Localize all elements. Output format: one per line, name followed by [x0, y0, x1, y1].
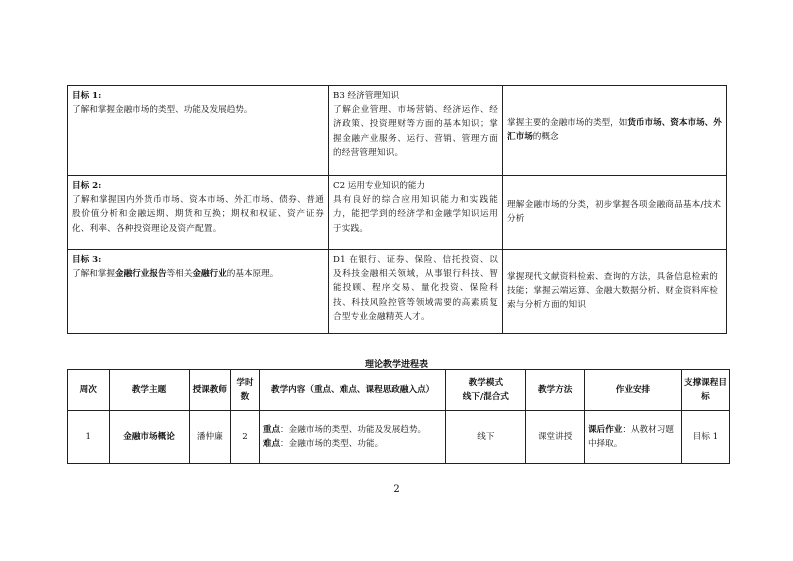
support-text: 理解金融市场的分类，初步掌握各项金融商品基本/技术分析: [507, 199, 722, 224]
schedule-table: [67, 369, 730, 464]
cell-topic: 金融市场概论: [109, 411, 189, 464]
goal-text-part: 了解和掌握: [72, 269, 115, 280]
requirement-text: D1 在银行、证券、保险、信托投资、以及科技金融相关领域，从事银行科技、智能投顾、程序交易、量化投资、保险科技、科技风险控管等领域需要的高素质复合型专业金融精英人才。: [333, 255, 498, 322]
key-point-label: 重点: [262, 425, 281, 435]
support-text: 掌握现代文献资料检索、查询的方法，具备信息检索的技能；掌握云端运算、金融大数据分析、财金资料库检索与分析方面的知识: [507, 271, 719, 311]
table-row: [68, 176, 727, 250]
goal-cell: [68, 176, 329, 250]
header-week: 周次: [68, 370, 110, 411]
header-mode: [446, 370, 526, 411]
goal-text-part: 等相关: [166, 269, 193, 280]
requirement-title: B3 经济管理知识: [333, 91, 400, 101]
cell-week: 1: [68, 411, 110, 464]
header-topic: 教学主题: [109, 370, 189, 411]
table-row: [68, 411, 730, 464]
support-cell: [503, 176, 727, 250]
header-mode-line2: 线下/混合式: [462, 392, 509, 402]
support-text: 掌握主要的金融市场的类型，如: [507, 117, 628, 128]
cell-teacher: 潘仲廉: [189, 411, 231, 464]
goal-text-part: 的基本原理。: [226, 269, 279, 280]
goal-text-bold: 金融行业: [192, 269, 227, 280]
goal-cell: [68, 86, 329, 176]
support-cell: [503, 86, 727, 176]
schedule-caption: 理论教学进程表: [364, 360, 428, 370]
page-number: 2: [393, 484, 400, 495]
header-mode-line1: 教学模式: [468, 378, 504, 388]
header-hours: 学时数: [231, 370, 260, 411]
header-teacher: 授课教师: [189, 370, 231, 411]
assignment-text: ：从教材习题中择取。: [587, 425, 674, 449]
cell-hours: 2: [231, 411, 260, 464]
requirement-title: C2 运用专业知识的能力: [333, 181, 426, 191]
header-assignment: 作业安排: [584, 370, 681, 411]
goal-cell: [68, 250, 329, 334]
goal-title: 目标 1:: [72, 91, 102, 101]
cell-content: [259, 411, 446, 464]
cell-method: 课堂讲授: [526, 411, 585, 464]
cell-mode: 线下: [446, 411, 526, 464]
header-row: [68, 370, 730, 411]
support-text-suffix: 的概念: [532, 132, 559, 142]
requirement-cell: [329, 86, 503, 176]
header-target: 支撑课程目标: [681, 370, 729, 411]
cell-target: 目标 1: [681, 411, 729, 464]
goal-title: 目标 2:: [72, 181, 102, 191]
requirement-text: 了解企业管理、市场营销、经济运作、经济政策、投资理财等方面的基本知识；掌握金融产业服务、运行、营销、管理方面的经营管理知识。: [333, 105, 498, 158]
requirement-cell: [329, 176, 503, 250]
cell-assignment: [584, 411, 681, 464]
goal-text-bold: 金融行业报告: [114, 269, 167, 280]
requirement-text: 具有良好的综合应用知识能力和实践能力，能把学到的经济学和金融学知识运用于实践。: [333, 195, 498, 234]
support-cell: [503, 250, 727, 334]
goal-text: 了解和掌握金融市场的类型、功能及发展趋势。: [72, 105, 253, 116]
goal-text: [72, 267, 324, 281]
difficult-point-label: 难点: [262, 439, 281, 449]
key-point-text: ：金融市场的类型、功能及发展趋势。: [280, 425, 427, 435]
header-method: 教学方法: [526, 370, 585, 411]
difficult-point-text: ：金融市场的类型、功能。: [280, 439, 384, 449]
support-bold-text: 货币市场、资本市场、外汇市场: [507, 117, 722, 142]
course-goals-table: [67, 85, 727, 334]
assignment-label: 课后作业: [587, 425, 623, 435]
table-row: [68, 250, 727, 334]
goal-title: 目标 3:: [72, 255, 102, 265]
table-row: [68, 86, 727, 176]
goal-text: 了解和掌握国内外货币市场、资本市场、外汇市场、债券、普通股价值分析和金融远期、期货和互换；期权和权证、资产证券化、利率、各种投资理论及资产配置。: [72, 195, 324, 234]
requirement-cell: [329, 250, 503, 334]
header-content: 教学内容（重点、难点、课程思政融入点）: [259, 370, 446, 411]
